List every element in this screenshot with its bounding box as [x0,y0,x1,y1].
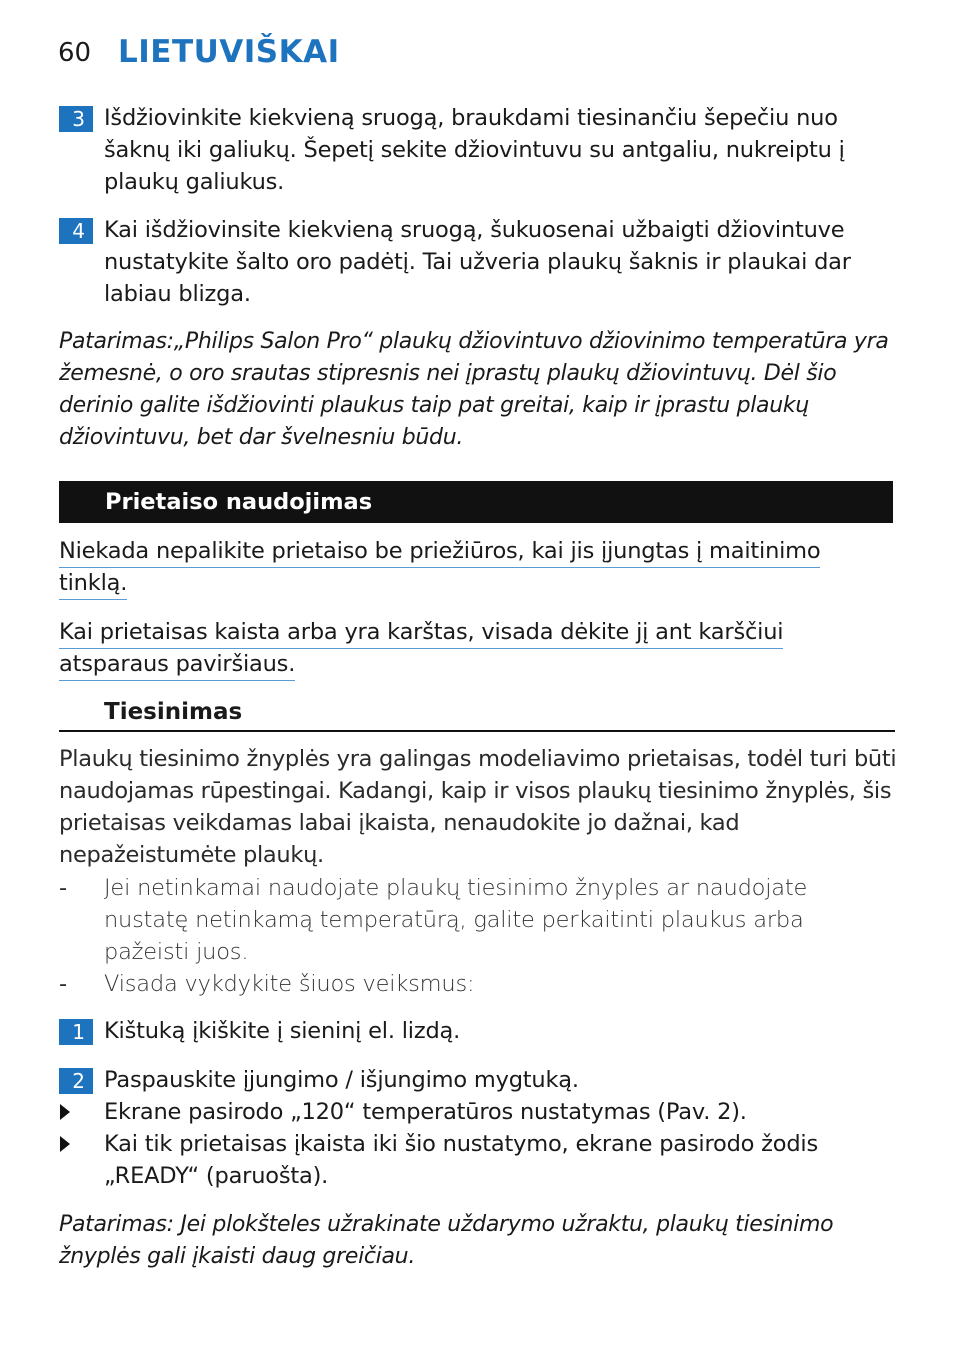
result-text: Kai tik prietaisas įkaista iki šio nustatymo, ekrane pasirodo žodis „READY“ (paruošta). [104,1131,819,1189]
bullet-dash: - [59,971,68,997]
warning-line: Kai prietaisas kaista arba yra karštas, visada dėkite jį ant karščiui [59,617,783,649]
step-number-badge: 2 [59,1068,93,1094]
step-number-badge: 3 [59,106,93,132]
section-heading: Prietaiso naudojimas [105,489,373,515]
tip-paragraph: Patarimas:„Philips Salon Pro“ plaukų džiovintuvo džiovinimo temperatūra yra žemesnė, o oro srautas stipresnis nei įprastų plaukų džiovintuvų. Dėl šio derinio galite išdžiovinti plaukus taip pat greitai, kaip ir įprastu plaukų džiovintuvu, bet dar švelnesniu būdu. [59,329,889,450]
warning-paragraph [59,616,783,680]
bullet-text: Jei netinkamai naudojate plaukų tiesinimo žnyples ar naudojate nustatę netinkamą temperatūrą, galite perkaitinti plaukus arba pažeisti juos. [104,875,808,965]
bullet-dash: - [59,875,68,901]
section-heading-bar [59,481,893,523]
section-language-title: LIETUVIŠKAI [118,34,340,70]
bullet-text: Visada vykdykite šiuos veiksmus: [104,971,475,997]
intro-paragraph: Plaukų tiesinimo žnyplės yra galingas modeliavimo prietaisas, todėl turi būti naudojamas rūpestingai. Kadangi, kaip ir visos plaukų tiesinimo žnyplės, šis prietaisas veikdamas labai įkaista, nenaudokite jo dažnai, kad nepažeistumėte plaukų. [59,746,897,868]
tip-paragraph: Patarimas: Jei plokšteles užrakinate uždarymo užraktu, plaukų tiesinimo žnyplės gali įkaisti daug greičiau. [59,1212,834,1269]
step-text: Išdžiovinkite kiekvieną sruogą, braukdami tiesinančiu šepečiu nuo šaknų iki galiukų. Šepetį sekite džiovintuvu su antgaliu, nukreiptu į plaukų galiukus. [104,105,845,195]
step-number-badge: 1 [59,1019,93,1045]
step-number-badge: 4 [59,218,93,244]
step-text: Kištuką įkiškite į sieninį el. lizdą. [104,1018,461,1044]
page-number: 60 [58,38,92,68]
warning-line: tinklą. [59,568,127,600]
warning-line: Niekada nepalikite prietaiso be priežiūros, kai jis įjungtas į maitinimo [59,536,820,568]
step-text: Kai išdžiovinsite kiekvieną sruogą, šukuosenai užbaigti džiovintuve nustatykite šalto oro padėtį. Tai užveria plaukų šaknis ir plaukai dar labiau blizga. [104,217,851,307]
warning-line: atsparaus paviršiaus. [59,649,295,681]
result-text: Ekrane pasirodo „120“ temperatūros nustatymas (Pav. 2). [104,1099,747,1125]
result-arrow-icon [60,1104,70,1120]
subsection-divider [59,730,895,732]
subsection-heading: Tiesinimas [104,699,243,725]
step-text: Paspauskite įjungimo / išjungimo mygtuką. [104,1067,579,1093]
warning-paragraph [59,535,820,599]
result-arrow-icon [60,1136,70,1152]
